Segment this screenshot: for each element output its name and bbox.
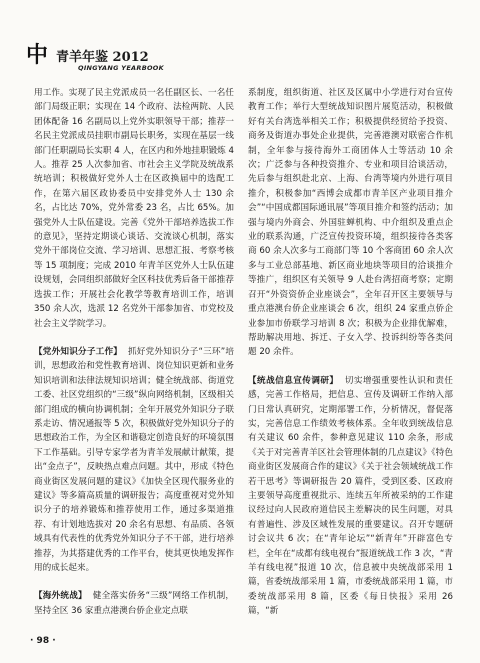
section-body: 切实增强重要性认识和责任感，完善工作格局，把信息、宣传及调研工作纳入部门日常认真研究，定期部署工作，分析情况，督促落实，完善信息工作绩效考核体系。全年收到统战信息有关建议 60 余件，参种意见建议 110 余条，形成《关于对完善青羊区社会管理体制的几点建议》《特色商业街区发展商合作的建议》《关于社会领域统战工作若干思考》等调研报告 20 篇件，受到区委、区政府主要领导高度重视批示、连续五年所被采纳的工作建议经过向人民政府道信民主差解决的民生问题，对具有普遍性、涉及区域性发展的重要建议。召开专题研讨会议共 6 次；在“青年论坛”“新青年”开辟富色专栏，全年在“成都有线电视台”报道统战工作 3 次，“青羊有线电视”报道 10 次，信息被中央统战部采用 1 篇，省委统战部采用 1 篇，市委统战部采用 1 篇，市委统战部采用 8 篇，区委《每日快报》采用 26 篇，“新 [248,375,453,617]
right-section-info [248,374,453,619]
yearbook-subtitle: QINGYANG YEARBOOK [78,64,164,72]
yearbook-logo: 中 [26,42,49,68]
section-title: 【海外统战】 [34,591,87,602]
page-number: · 98 · [30,636,56,646]
left-section-knowledge [34,345,234,576]
section-title: 【党外知识分子工作】 [34,346,123,357]
section-body: 抓好党外知识分子“三环”培训，思想政治和党性教育培训、岗位知识更新和业务知识培训和法律法规知识培训；健全统战部、街道党工委、社区党组织的“三级”纵向网络机制，区级相关部门组成的横向协调机制；全年开展党外知识分子联系走访、情况通报等 5 次，积极做好党外知识分子的思想政治工作，为全区和谐稳定创造良好的环境氛围下工作基础。引导专家学者为青羊发展献计献策，提出“金点子”，反映热点难点问题。其中，形成《特色商业街区发展问题的建议》《加快全区现代服务业的建议》等多篇高质量的调研报告；高度重视对党外知识分子的培养锻炼和推荐使用工作，通过多渠道推荐、有计划地选拔对 20 余名有思想、有品质、各领域具有代表性的优秀党外知识分子不干部，进行培养推荐，为其搭建优秀的工作平台，使其更快地发挥作用的成长起来。 [34,346,235,573]
right-paragraph-continued: 系制度，组织街道、社区及区属中小学进行对台宣传教育工作；举行大型统战知识图片展览活动，积极做好有关台湾选举相关工作；积极提供经贸给予投资、商务及街道办事处企业提供，完善港澳对联密合作机制，全年参与接待海外工商团体人士等活动 10 余次；广泛参与各种投资推介、专业和项目洽谈活动，先后参与组织赴北京、上海、台湾等境内外进行项目推介，积极参加“西博会成都市青羊区产业项目推介会”“中国成都国际通讯展”等项目推介和签约活动；加强与境内外商会、外国驻蝉机构、中介组织及重点企业的联系沟通，广泛宣传投资环境，组织接待各类客商 60 余人次多与工商部门等 10 个客商团 60 余人次多与工业总部基地、新区商业地块等项目的洽谈推介等推广，组织区有关领导 9 人赴台湾招商考察；定期召开“外资资侨企业座谈会”，全年召开区主要领导与重点港澳台侨企业座谈会 6 次，组织 24 家重点侨企业参加市侨联学习培训 8 次；积极为企业排优解难，帮助解决用地、拆迁、子女入学、投诉纠纷等各类问题 20 余件。 [248,88,453,358]
section-body: 健全落实侨务“三级”网络工作机制，坚持全区 36 家重点港澳台侨企业定点联 [34,591,235,616]
left-section-overseas [34,589,234,618]
section-title: 【统战信息宣传调研】 [248,375,339,386]
left-column [34,86,234,618]
right-column [248,86,453,619]
left-paragraph-continued: 用工作。实现了民主党派成员一名任副区长、一名任部门局级正职；实现在 14 个政府、法检两院、人民团体配备 16 名副局以上党外实职领导干部；推荐一名民主党派成员挂职市副局长职务，实现在基层一线部门任职副局长实职 4 人，在区内和外地挂职锻炼 4 人。推荐 25 人次参加省、市社会主义学院及统战系统培训；积极做好党外人士在区政换届中的选配工作，在第六届区政协委员中安排党外人士 130 余名，占比达 70%，党外常委 23 名，占比 65%。加强党外人士队伍建设。完善《党外干部培养选拔工作的意见》，坚持定期谈心谈话、交流谈心机制，落实党外干部岗位交流、学习培训、思想汇报、考察考核等 15 项制度；完成 2010 年青羊区党外人士队伍建设规划，会同组织部做好全区科技优秀后备干部推荐选拔工作；开展社会化教学等教育培训工作，培训 350 余人次，选派 12 名党外干部参加省、市党校及社会主义学院学习。 [34,88,234,329]
yearbook-title: 青羊年鉴 2012 [56,50,149,65]
